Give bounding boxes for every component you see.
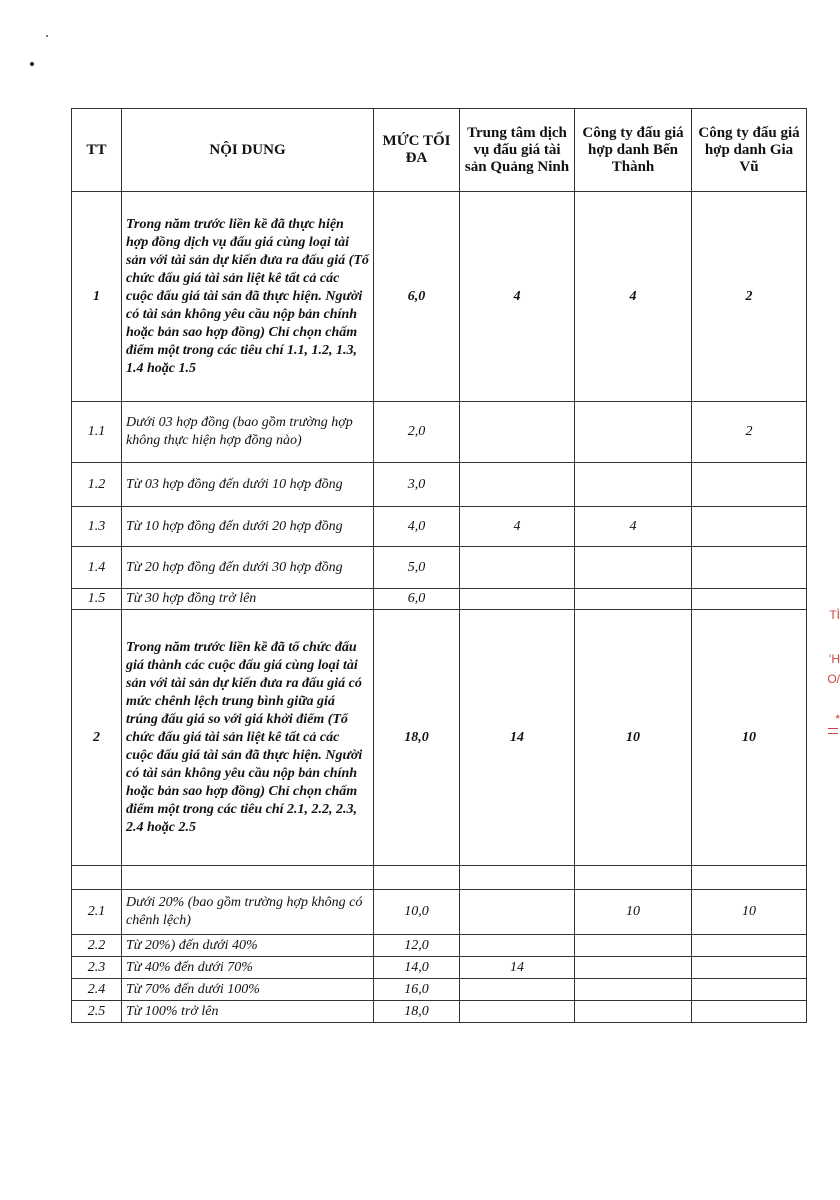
- empty-cell: [72, 866, 122, 890]
- score-quang-ninh: 4: [460, 192, 575, 402]
- score-ben-thanh: [575, 935, 692, 957]
- header-org-quang-ninh: Trung tâm dịch vụ đấu giá tài sản Quảng Ninh: [460, 109, 575, 192]
- header-tt: TT: [72, 109, 122, 192]
- edge-stamp-fragment: O/: [827, 672, 840, 686]
- row-max-score: 3,0: [374, 463, 460, 507]
- row-number: 2.5: [72, 1001, 122, 1023]
- score-quang-ninh: [460, 589, 575, 610]
- score-gia-vu: [692, 547, 807, 589]
- row-max-score: 6,0: [374, 192, 460, 402]
- score-gia-vu: [692, 463, 807, 507]
- score-quang-ninh: [460, 935, 575, 957]
- score-ben-thanh: 4: [575, 507, 692, 547]
- row-number: 1.2: [72, 463, 122, 507]
- header-org-gia-vu: Công ty đấu giá hợp danh Gia Vũ: [692, 109, 807, 192]
- score-ben-thanh: [575, 402, 692, 463]
- row-number: 1.4: [72, 547, 122, 589]
- score-ben-thanh: [575, 589, 692, 610]
- table-row-2: [72, 610, 807, 866]
- score-gia-vu: [692, 957, 807, 979]
- header-row: [72, 109, 807, 192]
- score-gia-vu: 10: [692, 610, 807, 866]
- empty-cell: [122, 866, 374, 890]
- row-max-score: 10,0: [374, 890, 460, 935]
- row-content: Trong năm trước liền kề đã tổ chức đấu giá thành các cuộc đấu giá cùng loại tài sản với tài sản dự kiến đưa ra đấu giá có mức chênh lệch trung bình giữa giá trúng đấu giá so với giá khởi điểm (Tổ chức đấu giá tài sản liệt kê tất cả các cuộc đấu giá tài sản đã thực hiện. Người có tài sản không yêu cầu nộp bản chính hoặc bản sao hợp đồng) Chỉ chọn chấm điểm một trong các tiêu chí 2.1, 2.2, 2.3, 2.4 hoặc 2.5: [122, 610, 374, 866]
- edge-stamp-line: [828, 728, 838, 729]
- table-row-2-3: [72, 957, 807, 979]
- score-gia-vu: [692, 979, 807, 1001]
- scoring-table: [71, 108, 807, 1023]
- row-number: 2.1: [72, 890, 122, 935]
- empty-cell: [374, 866, 460, 890]
- row-number: 1.3: [72, 507, 122, 547]
- edge-stamp-line: [828, 733, 838, 734]
- edge-stamp-fragment: TÌ: [829, 608, 840, 622]
- row-number: 2: [72, 610, 122, 866]
- score-ben-thanh: [575, 463, 692, 507]
- table-row-1-4: [72, 547, 807, 589]
- score-gia-vu: [692, 935, 807, 957]
- row-content: Từ 30 hợp đồng trở lên: [122, 589, 374, 610]
- score-ben-thanh: 10: [575, 890, 692, 935]
- table-row-2-5: [72, 1001, 807, 1023]
- score-gia-vu: [692, 589, 807, 610]
- row-max-score: 4,0: [374, 507, 460, 547]
- row-content: Từ 03 hợp đồng đến dưới 10 hợp đồng: [122, 463, 374, 507]
- row-max-score: 5,0: [374, 547, 460, 589]
- row-content: Từ 40% đến dưới 70%: [122, 957, 374, 979]
- score-gia-vu: 2: [692, 402, 807, 463]
- row-max-score: 2,0: [374, 402, 460, 463]
- row-number: 2.3: [72, 957, 122, 979]
- score-gia-vu: 2: [692, 192, 807, 402]
- empty-cell: [460, 866, 575, 890]
- table-row-1-1: [72, 402, 807, 463]
- header-content: NỘI DUNG: [122, 109, 374, 192]
- score-ben-thanh: [575, 547, 692, 589]
- row-content: Từ 10 hợp đồng đến dưới 20 hợp đồng: [122, 507, 374, 547]
- row-number: 1.1: [72, 402, 122, 463]
- edge-stamp-fragment: *: [835, 712, 840, 726]
- empty-cell: [575, 866, 692, 890]
- score-quang-ninh: [460, 463, 575, 507]
- row-content: Trong năm trước liền kề đã thực hiện hợp đồng dịch vụ đấu giá cùng loại tài sản với tài sản dự kiến đưa ra đấu giá (Tổ chức đấu giá tài sản liệt kê tất cả các cuộc đấu giá tài sản đã thực hiện. Người có tài sản không yêu cầu nộp bản chính hoặc bản sao hợp đồng) Chỉ chọn chấm điểm một trong các tiêu chí 1.1, 1.2, 1.3, 1.4 hoặc 1.5: [122, 192, 374, 402]
- score-ben-thanh: [575, 979, 692, 1001]
- score-ben-thanh: [575, 1001, 692, 1023]
- header-org-ben-thanh: Công ty đấu giá hợp danh Bến Thành: [575, 109, 692, 192]
- row-number: 1.5: [72, 589, 122, 610]
- row-number: 2.4: [72, 979, 122, 1001]
- row-number: 2.2: [72, 935, 122, 957]
- score-ben-thanh: 4: [575, 192, 692, 402]
- score-quang-ninh: [460, 890, 575, 935]
- score-ben-thanh: 10: [575, 610, 692, 866]
- table-row-2-2: [72, 935, 807, 957]
- score-quang-ninh: [460, 547, 575, 589]
- score-quang-ninh: [460, 979, 575, 1001]
- row-content: Dưới 20% (bao gồm trường hợp không có chênh lệch): [122, 890, 374, 935]
- score-quang-ninh: [460, 402, 575, 463]
- empty-cell: [692, 866, 807, 890]
- row-max-score: 18,0: [374, 1001, 460, 1023]
- table-row-1-2: [72, 463, 807, 507]
- row-content: Từ 20%) đến dưới 40%: [122, 935, 374, 957]
- table-row-2-1: [72, 890, 807, 935]
- edge-stamp-fragment: 'H: [829, 652, 840, 666]
- score-quang-ninh: 14: [460, 610, 575, 866]
- scan-speck-small: [46, 35, 48, 37]
- row-content: Từ 70% đến dưới 100%: [122, 979, 374, 1001]
- table-row-2-4: [72, 979, 807, 1001]
- row-content: Dưới 03 hợp đồng (bao gồm trường hợp không thực hiện hợp đồng nào): [122, 402, 374, 463]
- table-row-1: [72, 192, 807, 402]
- row-max-score: 6,0: [374, 589, 460, 610]
- score-quang-ninh: 14: [460, 957, 575, 979]
- row-max-score: 18,0: [374, 610, 460, 866]
- row-max-score: 12,0: [374, 935, 460, 957]
- header-max: MỨC TỐI ĐA: [374, 109, 460, 192]
- scan-speck: [30, 62, 34, 66]
- table-row-1-3: [72, 507, 807, 547]
- row-number: 1: [72, 192, 122, 402]
- score-gia-vu: 10: [692, 890, 807, 935]
- row-content: Từ 100% trở lên: [122, 1001, 374, 1023]
- score-quang-ninh: 4: [460, 507, 575, 547]
- score-quang-ninh: [460, 1001, 575, 1023]
- score-gia-vu: [692, 1001, 807, 1023]
- row-max-score: 14,0: [374, 957, 460, 979]
- row-content: Từ 20 hợp đồng đến dưới 30 hợp đồng: [122, 547, 374, 589]
- score-gia-vu: [692, 507, 807, 547]
- table-row-1-5: [72, 589, 807, 610]
- score-ben-thanh: [575, 957, 692, 979]
- row-max-score: 16,0: [374, 979, 460, 1001]
- table-row-spacer: [72, 866, 807, 890]
